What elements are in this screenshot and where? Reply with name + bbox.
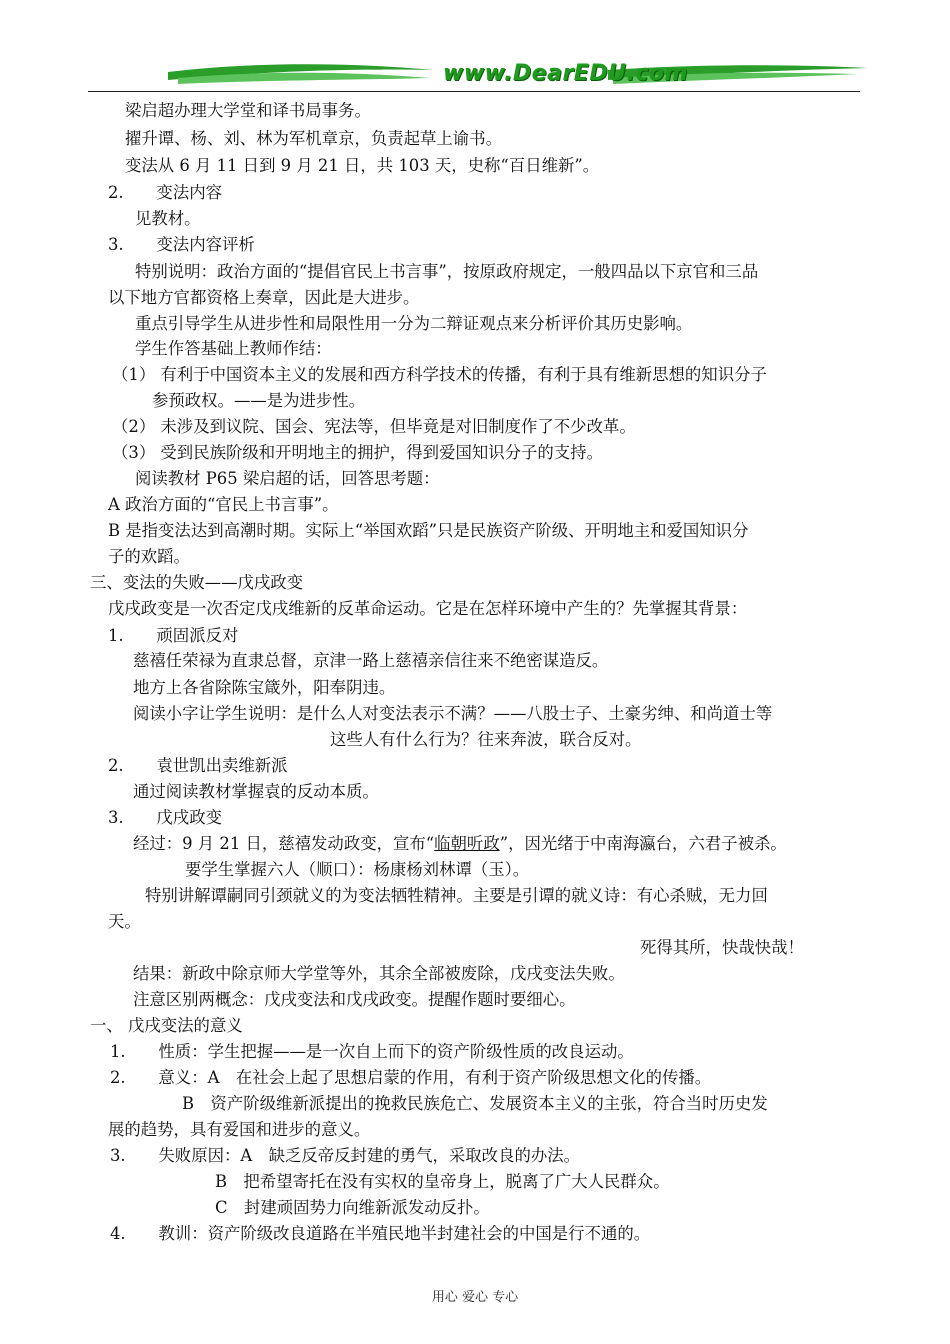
text-line: C 封建顽固势力向维新派发动反扑。: [215, 1198, 490, 1217]
text-line: 擢升谭、杨、刘、林为军机章京，负责起草上谕书。: [125, 129, 502, 148]
text-line: 慈禧任荣禄为直隶总督，京津一路上慈禧亲信往来不绝密谋造反。: [133, 651, 609, 670]
text-line: B 资产阶级维新派提出的挽救民族危亡、发展资本主义的主张，符合当时历史发: [182, 1094, 768, 1113]
text-line: 这些人有什么行为？往来奔波，联合反对。: [330, 730, 642, 749]
text-span: 经过：9 月 21 日，慈禧发动政变，宣布“: [133, 834, 435, 853]
list-item: （3） 受到民族阶级和开明地主的拥护，得到爱国知识分子的支持。: [112, 443, 603, 462]
text-line: 地方上各省除陈宝箴外，阳奉阴违。: [133, 678, 396, 697]
poem-line: 死得其所，快哉快哉！: [640, 938, 804, 957]
text-line: 结果：新政中除京师大学堂等外，其余全部被废除，戊戌变法失败。: [133, 964, 625, 983]
text-line: 梁启超办理大学堂和译书局事务。: [125, 101, 371, 120]
site-logo-text[interactable]: www.DearEDU.com: [443, 61, 688, 86]
text-line: 变法从 6 月 11 日到 9 月 21 日，共 103 天，史称“百日维新”。: [125, 156, 600, 175]
text-line: 阅读教材 P65 梁启超的话，回答思考题：: [135, 469, 440, 488]
section-heading: 3. 变法内容评析: [108, 235, 255, 254]
list-item: （1） 有利于中国资本主义的发展和西方科学技术的传播，有利于具有维新思想的知识分子: [112, 365, 767, 384]
text-line: 参预政权。——是为进步性。: [152, 391, 366, 410]
text-line: 特别说明：政治方面的“提倡官民上书言事”，按原政府规定，一般四品以下京官和三品: [135, 262, 759, 281]
list-item: 4. 教训：资产阶级改良道路在半殖民地半封建社会的中国是行不通的。: [110, 1224, 651, 1243]
text-line: 见教材。: [135, 209, 201, 228]
list-item: 2. 意义：A 在社会上起了思想启蒙的作用，有利于资产阶级思想文化的传播。: [110, 1068, 712, 1087]
text-line: A 政治方面的“官民上书言事”。: [108, 495, 339, 514]
section-title: 三、变法的失败——戊戌政变: [90, 573, 304, 592]
text-span: ”，因光绪于中南海瀛台，六君子被杀。: [499, 834, 787, 853]
text-line: 子的欢蹈。: [108, 547, 190, 566]
text-line: 注意区别两概念：戊戌变法和戊戌政变。提醒作题时要细心。: [133, 990, 576, 1009]
text-line: 通过阅读教材掌握袁的反动本质。: [133, 782, 379, 801]
list-item: 3. 失败原因：A 缺乏反帝反封建的勇气，采取改良的办法。: [110, 1146, 581, 1165]
text-line: B 把希望寄托在没有实权的皇帝身上，脱离了广大人民群众。: [215, 1172, 670, 1191]
section-heading: 2. 袁世凯出卖维新派: [108, 756, 288, 775]
underlined-term: 临朝听政: [434, 834, 500, 853]
list-item: （2） 未涉及到议院、国会、宪法等，但毕竟是对旧制度作了不少改革。: [112, 417, 636, 436]
text-line: 阅读小字让学生说明：是什么人对变法表示不满？——八股士子、土豪劣绅、和尚道士等: [133, 704, 773, 723]
section-heading: 1. 顽固派反对: [108, 626, 239, 645]
text-line: 以下地方官都资格上奏章，因此是大进步。: [108, 288, 420, 307]
text-line: 要学生掌握六人（顺口）：杨康杨刘林谭（玉）。: [185, 860, 530, 879]
text-line: B 是指变法达到高潮时期。实际上“举国欢蹈”只是民族资产阶级、开明地主和爱国知识分: [108, 521, 749, 540]
section-heading: 2. 变法内容: [108, 183, 222, 202]
text-line: 戊戌政变是一次否定戊戌维新的反革命运动。它是在怎样环境中产生的？先掌握其背景：: [108, 599, 748, 618]
text-line: 展的趋势，具有爱国和进步的意义。: [108, 1120, 371, 1139]
text-line: 特别讲解谭嗣同引颈就义的为变法牺牲精神。主要是引谭的就义诗：有心杀贼，无力回: [145, 886, 768, 905]
text-line: [133, 833, 787, 855]
list-item: 1. 性质：学生把握——是一次自上而下的资产阶级性质的改良运动。: [110, 1042, 634, 1061]
text-line: 天。: [108, 912, 141, 931]
text-line: 学生作答基础上教师作结：: [135, 339, 332, 358]
text-line: 重点引导学生从进步性和局限性用一分为二辩证观点来分析评价其历史影响。: [135, 314, 693, 333]
section-heading: 3. 戊戌政变: [108, 808, 222, 827]
section-title: 一、 戊戌变法的意义: [90, 1016, 243, 1035]
page-footer: 用心 爱心 专心: [431, 1290, 519, 1305]
